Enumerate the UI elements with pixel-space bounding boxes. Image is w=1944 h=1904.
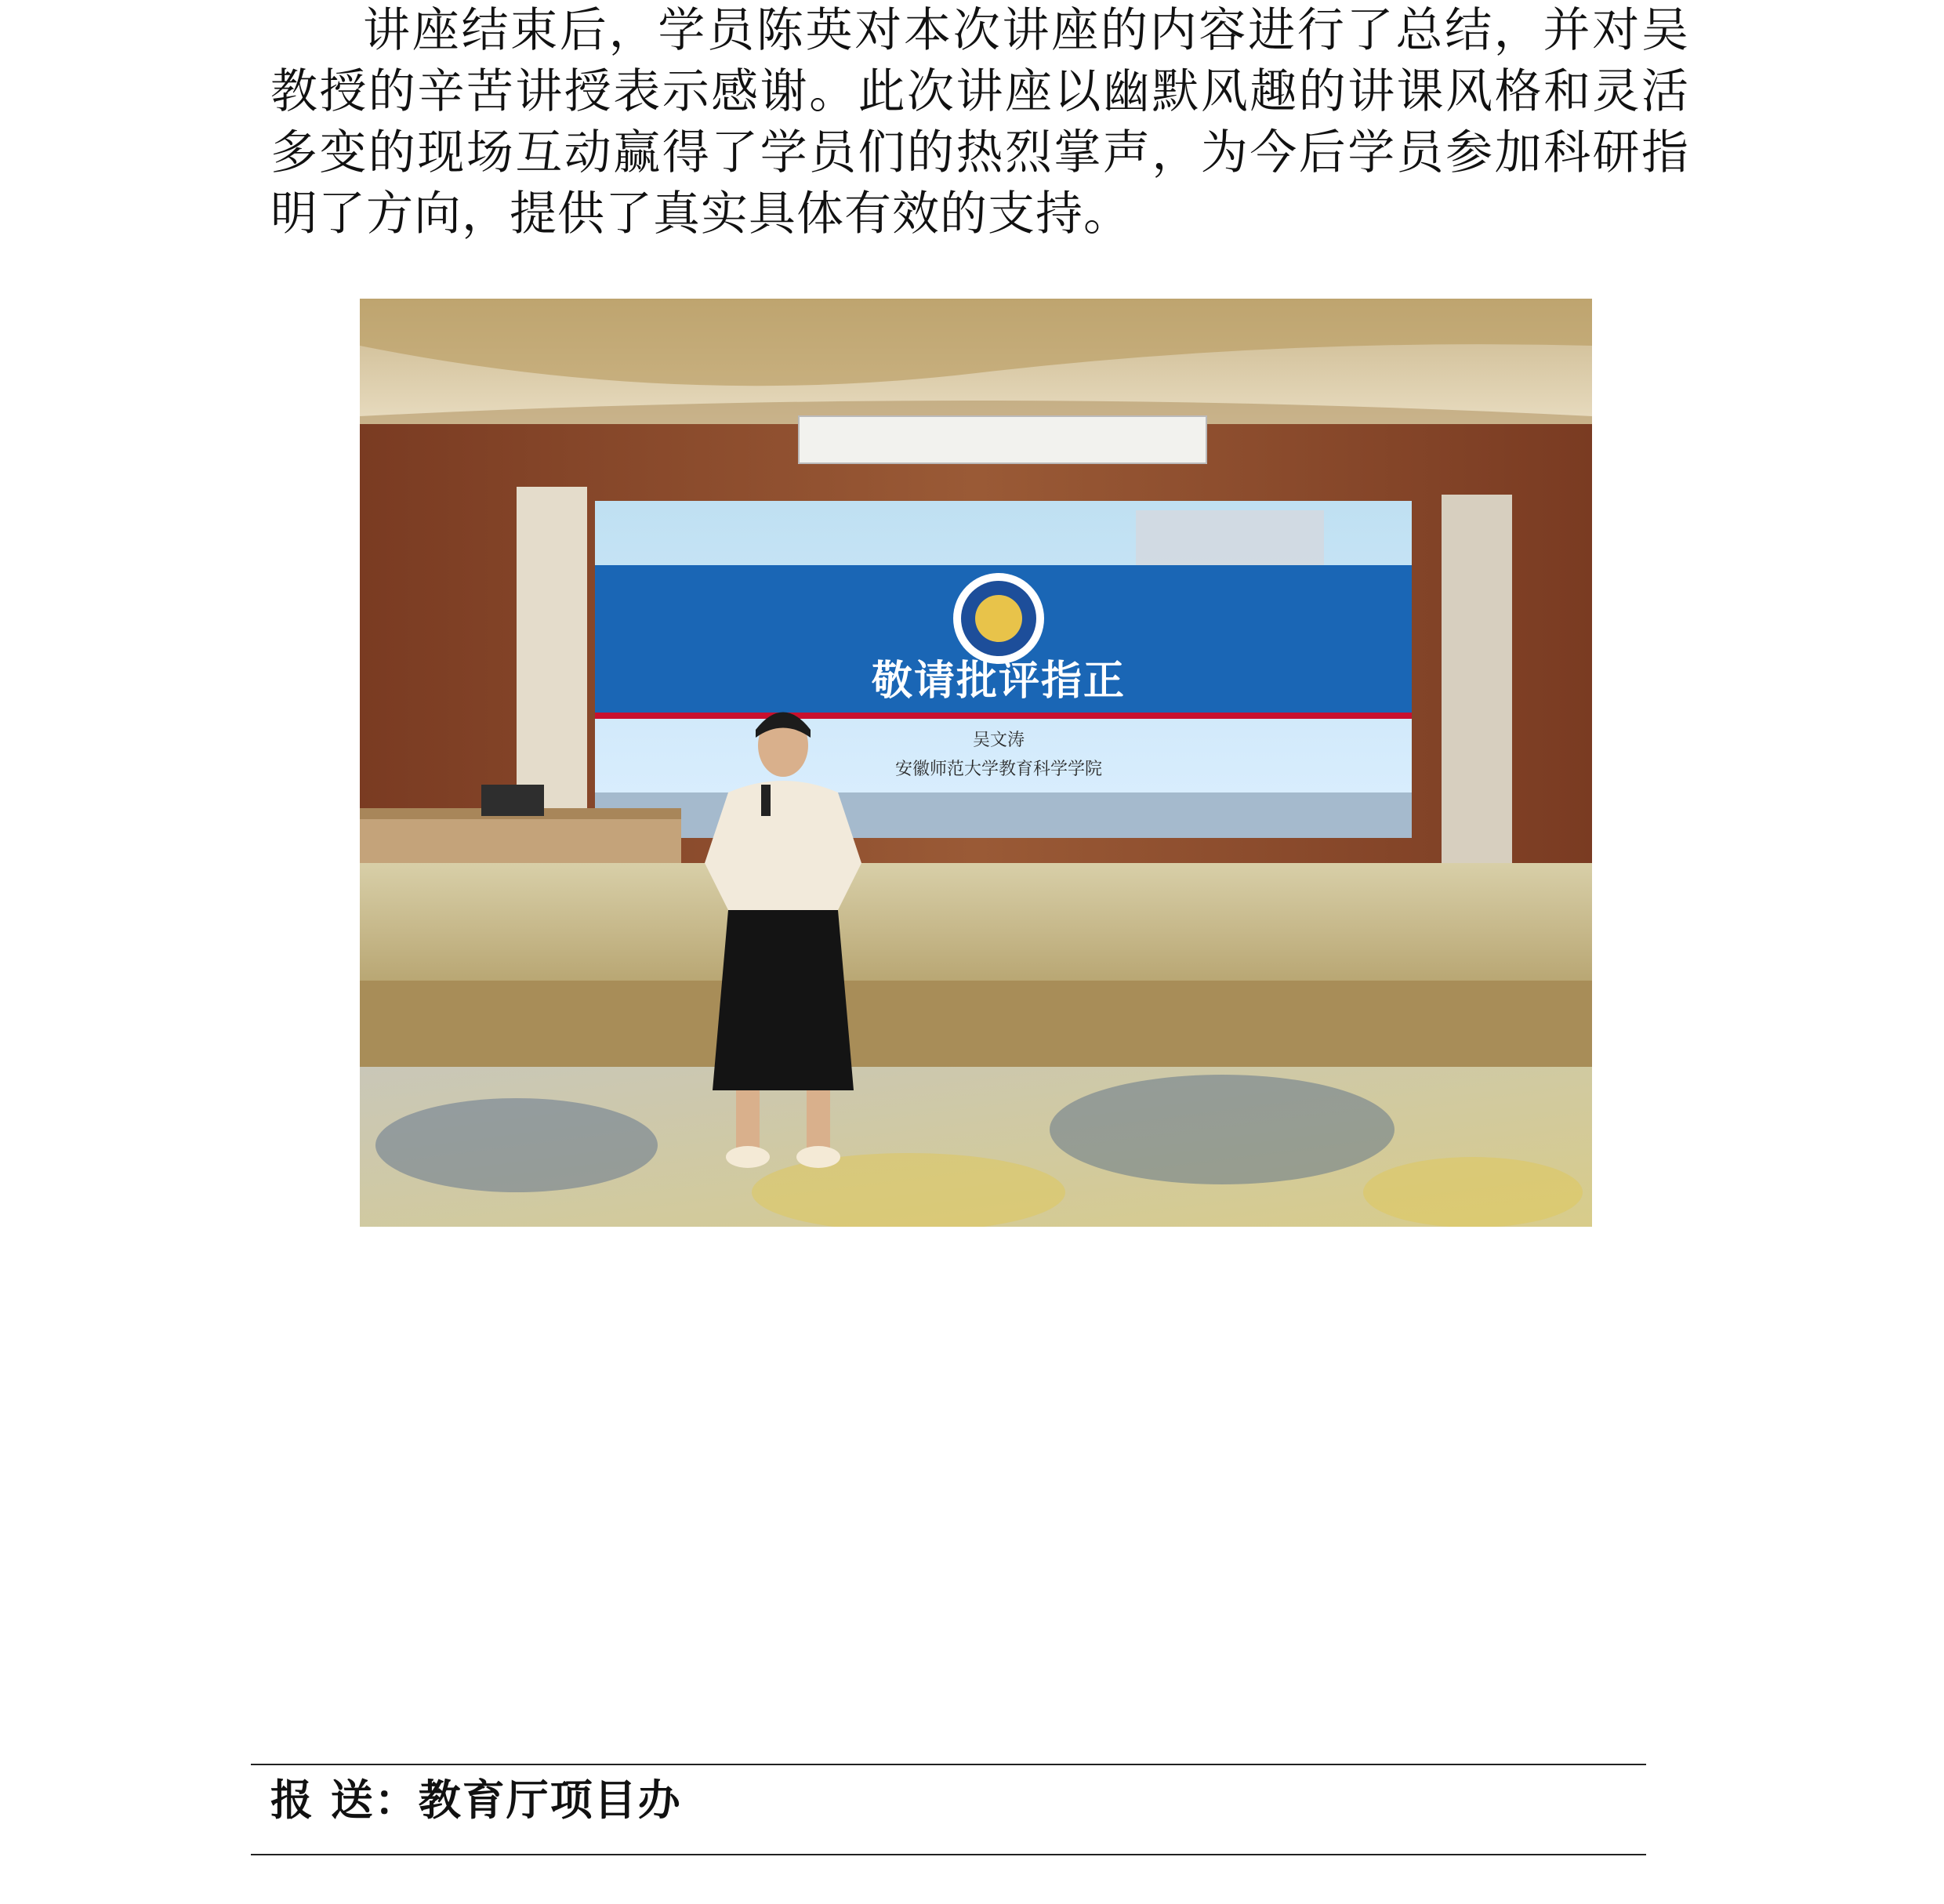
- distribution-line: 报 送：教育厅项目办: [270, 1775, 682, 1825]
- right-panel: [1442, 495, 1512, 887]
- projector-screen: [799, 416, 1206, 463]
- lecture-photo: [360, 299, 1592, 1227]
- laptop: [481, 785, 544, 816]
- left-panel: [517, 487, 587, 816]
- screen-title: 敬请批评指正: [871, 658, 1126, 705]
- screen-org: 安徽师范大学教育科学学院: [894, 760, 1103, 779]
- stage-floor: [360, 863, 1592, 981]
- screen-name: 吴文涛: [972, 731, 1025, 750]
- stage-edge: [360, 981, 1592, 1067]
- summary-paragraph: 讲座结束后，学员陈英对本次讲座的内容进行了总结，并对吴教授的辛苦讲授表示感谢。此次讲座以幽默风趣的讲课风格和灵活多变的现场互动赢得了学员们的热烈掌声，为今后学员参加科研指明了方向，提供了真实具体有效的支持。: [270, 3, 1689, 241]
- footer-bottom-rule: [251, 1854, 1646, 1855]
- footer-top-rule: [251, 1764, 1646, 1765]
- led-screen: [595, 501, 1412, 838]
